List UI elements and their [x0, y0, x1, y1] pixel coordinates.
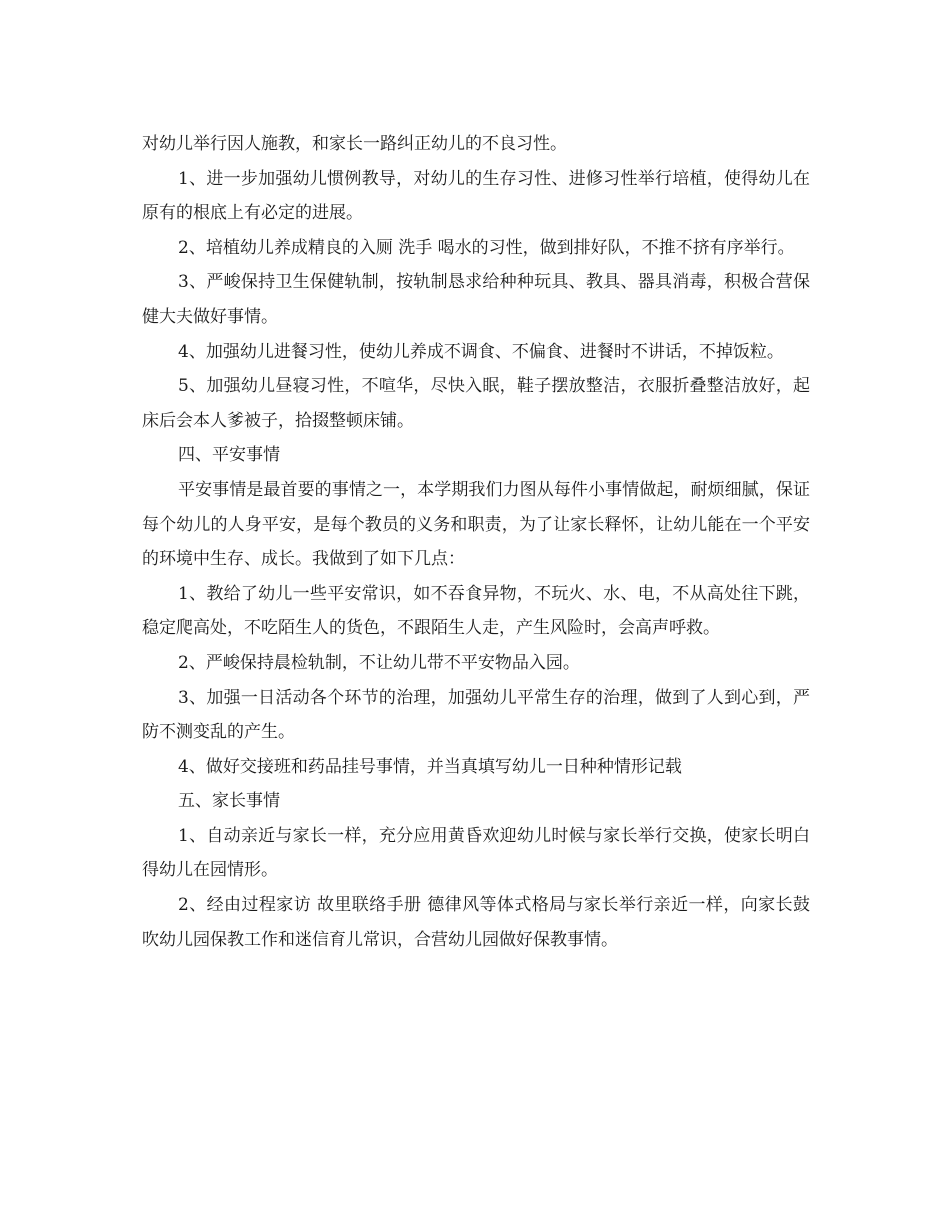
- paragraph-4: 3、严峻保持卫生保健轨制，按轨制恳求给种种玩具、教具、器具消毒，积极合营保健大夫做好事情。: [142, 272, 810, 327]
- paragraph-15: 2、经由过程家访 故里联络手册 德律风等体式格局与家长举行亲近一样，向家长鼓吹幼儿园保教工作和迷信育儿常识，合营幼儿园做好保教事情。: [142, 895, 810, 950]
- paragraph-12: 4、做好交接班和药品挂号事情，并当真填写幼儿一日种种情形记载: [178, 756, 682, 777]
- paragraph-11: 3、加强一日活动各个环节的治理，加强幼儿平常生存的治理，做到了人到心到，严防不测变乱的产生。: [142, 687, 810, 743]
- paragraph-14: 1、自动亲近与家长一样，充分应用黄昏欢迎幼儿时候与家长举行交换，使家长明白得幼儿在园情形。: [142, 825, 810, 881]
- paragraph-10: 2、严峻保持晨检轨制，不让幼儿带不平安物品入园。: [178, 652, 580, 673]
- section-heading-parents: 五、家长事情: [178, 791, 280, 812]
- paragraph-5: 4、加强幼儿进餐习性，使幼儿养成不调食、不偏食、进餐时不讲话，不掉饭粒。: [178, 341, 784, 362]
- paragraph-1: 对幼儿举行因人施教，和家长一路纠正幼儿的不良习性。: [142, 134, 567, 154]
- paragraph-6: 5、加强幼儿昼寝习性，不喧华，尽快入眠，鞋子摆放整洁，衣服折叠整洁放好，起床后会本人爹被子，拾掇整顿床铺。: [142, 376, 810, 431]
- paragraph-9: 1、教给了幼儿一些平安常识，如不吞食异物，不玩火、水、电，不从高处往下跳，稳定爬高处，不吃陌生人的货色，不跟陌生人走，产生风险时，会高声呼救。: [142, 583, 810, 639]
- document-body: [142, 127, 810, 957]
- paragraph-8: 平安事情是最首要的事情之一，本学期我们力图从每件小事情做起，耐烦细腻，保证每个幼儿的人身平安，是每个教员的义务和职责，为了让家长释怀，让幼儿能在一个平安的环境中生存、成长。我做到了如下几点：: [142, 479, 810, 570]
- paragraph-2: 1、进一步加强幼儿惯例教导，对幼儿的生存习性、进修习性举行培植，使得幼儿在原有的根底上有必定的进展。: [142, 168, 810, 224]
- section-heading-safety: 四、平安事情: [178, 445, 280, 466]
- paragraph-3: 2、培植幼儿养成精良的入厕 洗手 喝水的习性，做到排好队，不推不挤有序举行。: [178, 237, 795, 258]
